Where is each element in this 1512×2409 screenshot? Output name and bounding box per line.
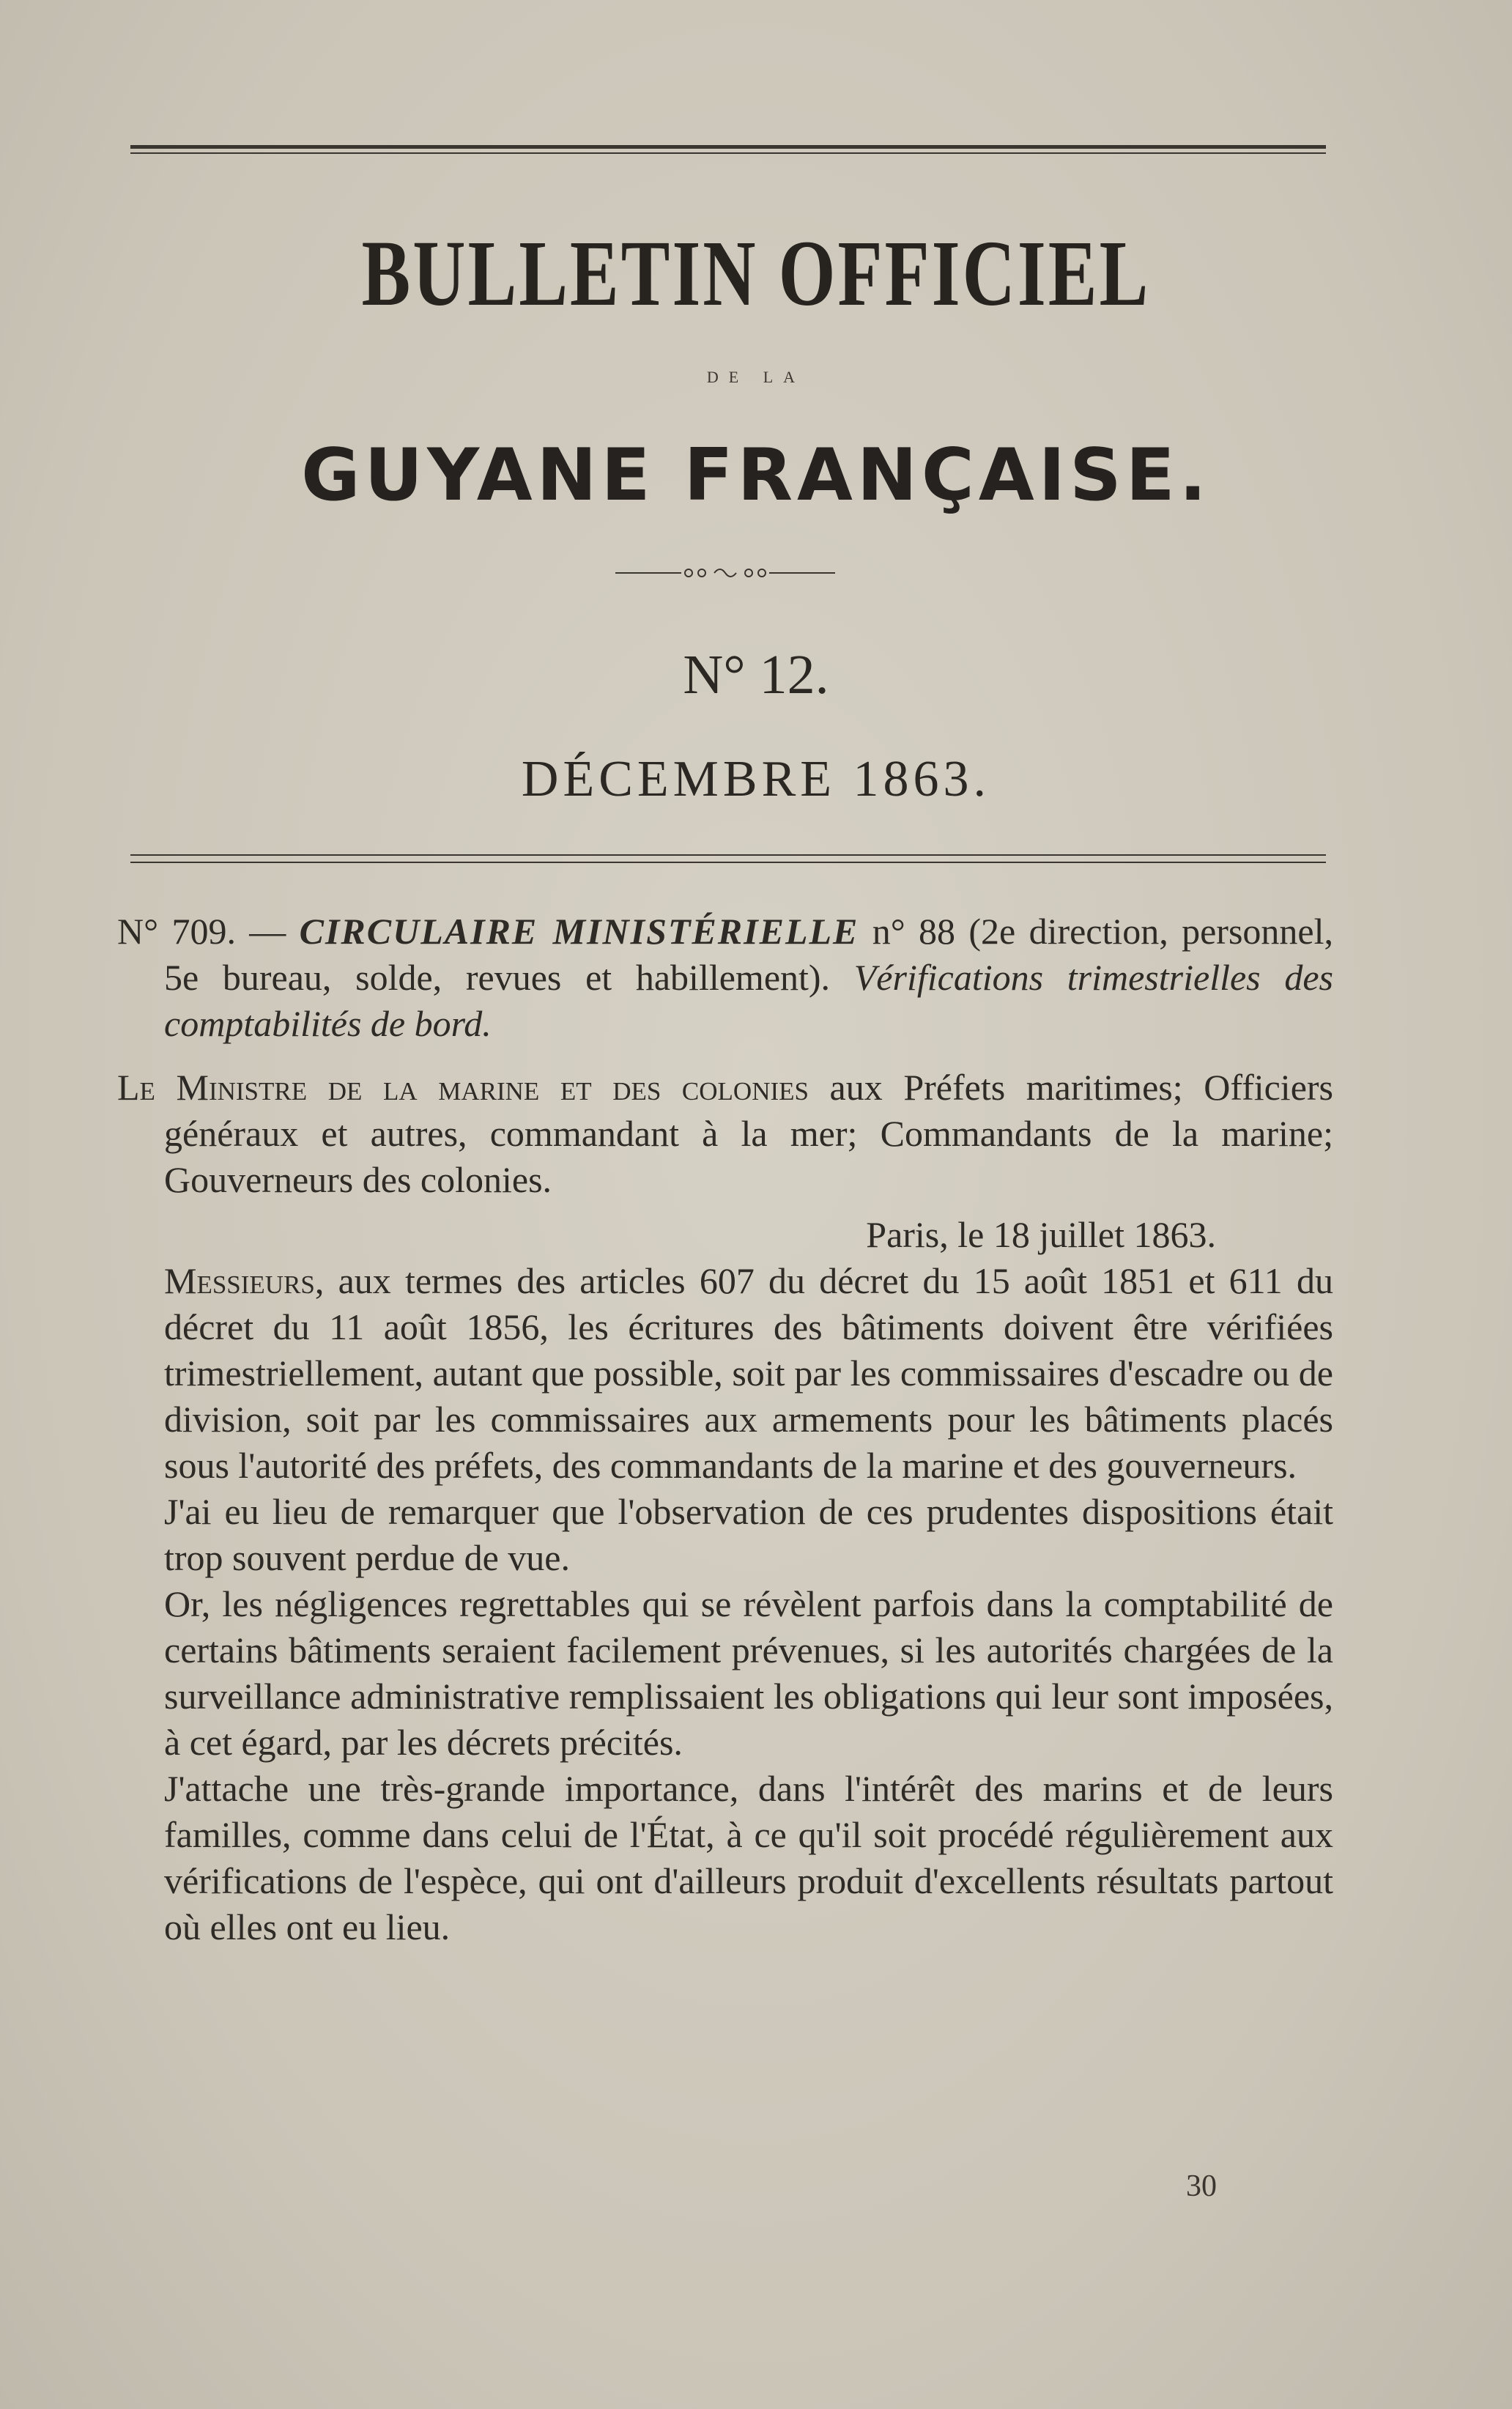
paragraph-1-text: , aux termes des articles 607 du décret du 15 août 1851 et 611 du décret du 11 août 1856, les écritures des bâtiments doivent être vérifiées trimestriellement, autant que possible, soit par les commissaires d'escadre ou de division, soit par les commissaires aux armements pour les bâtiments placés sous l'autorité des préfets, des commandants de la marine et des gouverneurs. xyxy=(164,1260,1333,1486)
article-reference: n° 88 (2e direction, personnel, 5e bureau, solde, revues et habillement). xyxy=(164,911,1333,998)
issue-date: DÉCEMBRE 1863. xyxy=(521,751,991,807)
middle-rule xyxy=(130,854,1326,856)
dateline: Paris, le 18 juillet 1863. xyxy=(866,1214,1216,1255)
article-number: N° 709. — xyxy=(117,911,300,952)
article-title: CIRCULAIRE MINISTÉRIELLE xyxy=(299,911,859,952)
address-sender: Le Ministre de la marine et des colonies xyxy=(117,1067,809,1108)
masthead-title: BULLETIN OFFICIEL xyxy=(361,221,1151,325)
top-rule-thin xyxy=(130,152,1326,154)
paragraph-1 xyxy=(117,1258,1333,1489)
salutation: Messieurs xyxy=(164,1260,315,1301)
middle-rule-thin xyxy=(130,862,1326,863)
paragraph-2: J'ai eu lieu de remarquer que l'observation de ces prudentes dispositions était trop souvent perdue de vue. xyxy=(164,1491,1333,1578)
article-heading xyxy=(117,909,1333,1047)
issue-number: N° 12. xyxy=(683,644,829,706)
masthead-de-la: DE LA xyxy=(706,368,806,386)
article-subject: Vérifications trimestrielles des comptabilités de bord. xyxy=(164,957,1333,1044)
address-block xyxy=(117,1065,1333,1203)
paragraph-4: J'attache une très-grande importance, dans l'intérêt des marins et de leurs familles, comme dans celui de l'État, à ce qu'il soit procédé régulièrement aux vérifications de l'espèce, qui ont d'ailleurs produit d'excellents résultats partout où elles ont eu lieu. xyxy=(164,1768,1333,1947)
ornament-divider xyxy=(615,564,835,582)
paragraph-3: Or, les négligences regrettables qui se révèlent parfois dans la comptabilité de certains bâtiments seraient facilement prévenues, si les autorités chargées de la surveillance administrative remplissaient les obligations qui leur sont imposées, à cet égard, par les décrets précités. xyxy=(164,1583,1333,1763)
top-rule xyxy=(130,145,1326,149)
address-recipients: aux Préfets maritimes; Officiers généraux et autres, commandant à la mer; Commandants de la marine; Gouverneurs des colonies. xyxy=(164,1067,1333,1200)
masthead-territory: GUYANE FRANÇAISE. xyxy=(301,434,1211,517)
article-body xyxy=(117,909,1333,1950)
page-number: 30 xyxy=(1186,2169,1217,2203)
